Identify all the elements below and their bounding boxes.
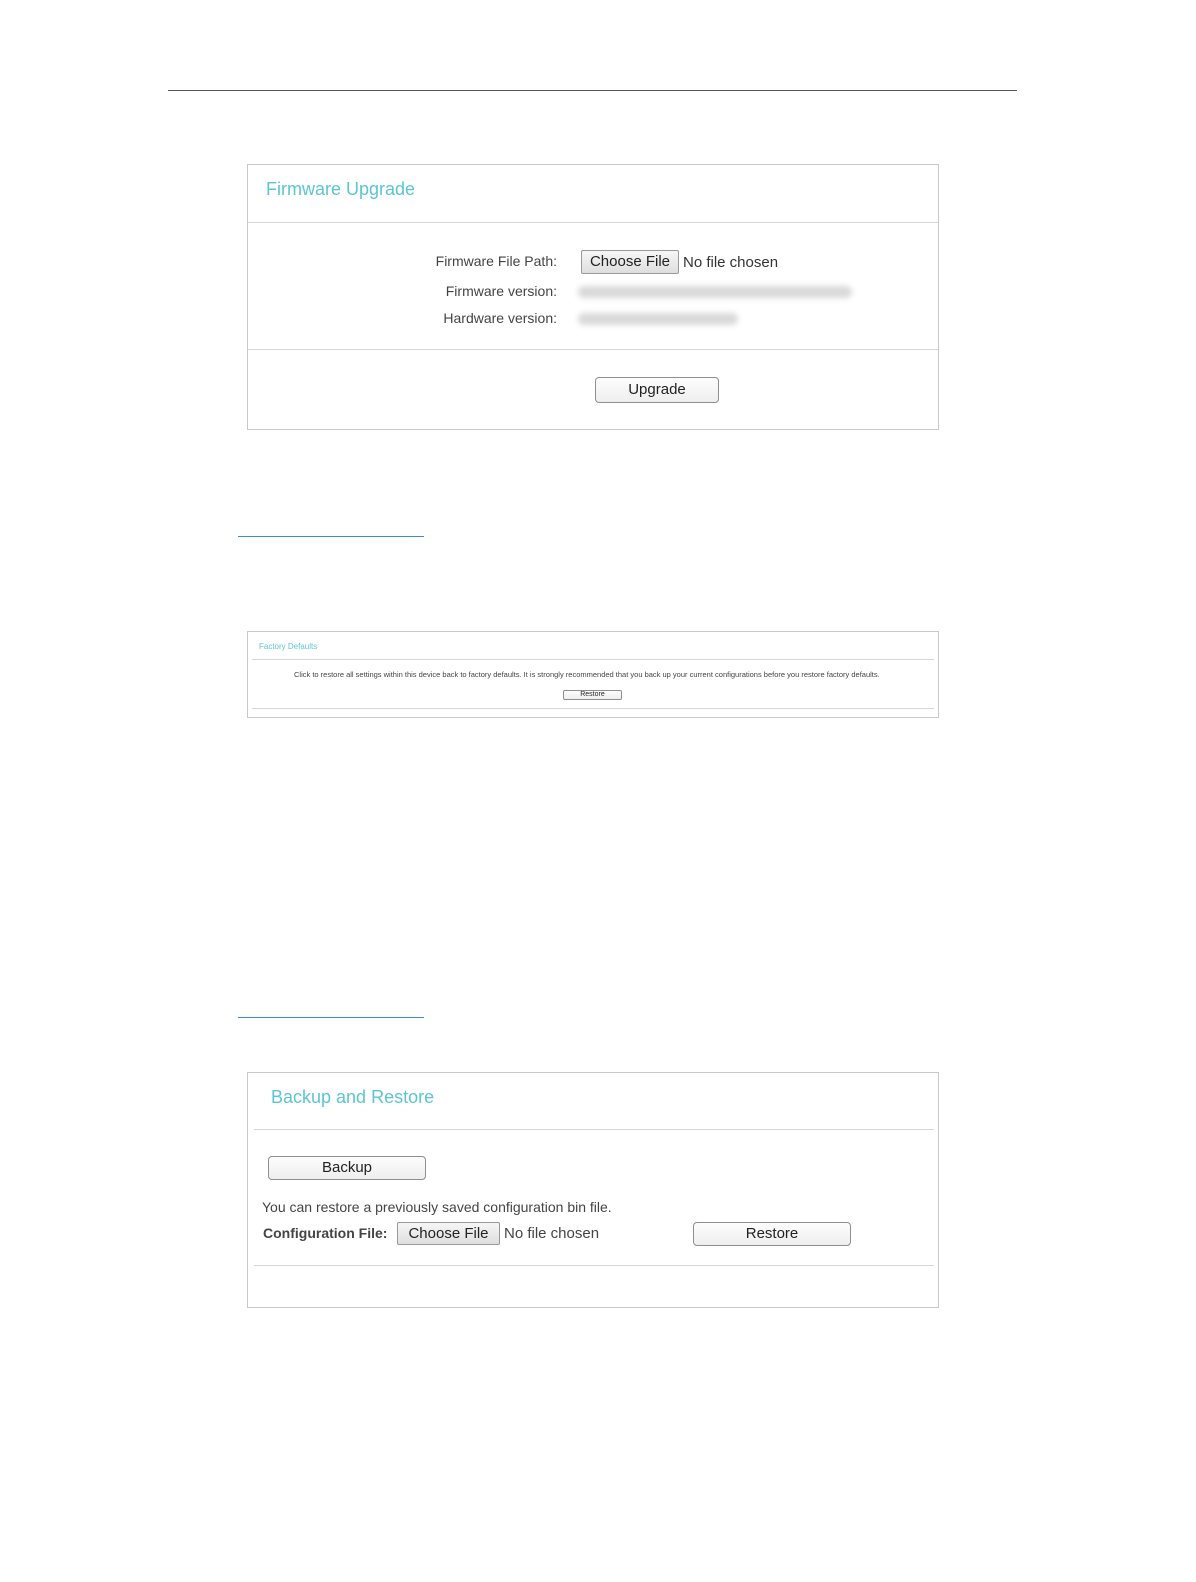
firmware-upgrade-title: Firmware Upgrade xyxy=(266,179,416,199)
factory-defaults-panel xyxy=(247,631,939,718)
section-heading-rule xyxy=(238,1017,424,1018)
firmware-upgrade-panel xyxy=(247,164,939,430)
divider xyxy=(252,708,934,709)
hardware-version-value-redacted xyxy=(578,313,738,325)
divider xyxy=(248,349,938,350)
config-choose-file-button[interactable]: Choose File xyxy=(397,1222,500,1245)
firmware-choose-file-button[interactable]: Choose File xyxy=(581,250,679,274)
config-no-file-text: No file chosen xyxy=(504,1225,600,1242)
firmware-version-label: Firmware version: xyxy=(445,283,557,299)
firmware-no-file-text: No file chosen xyxy=(683,254,779,271)
backup-restore-title: Backup and Restore xyxy=(271,1087,435,1107)
hardware-version-label: Hardware version: xyxy=(443,310,557,326)
backup-button[interactable]: Backup xyxy=(268,1156,426,1180)
firmware-version-value-redacted xyxy=(578,286,852,298)
divider xyxy=(252,659,934,660)
backup-restore-panel xyxy=(247,1072,939,1308)
configuration-file-label: Configuration File: xyxy=(263,1225,388,1241)
divider xyxy=(248,222,938,223)
page-header-rule xyxy=(168,90,1017,91)
divider xyxy=(254,1129,934,1130)
firmware-file-path-label: Firmware File Path: xyxy=(435,253,557,269)
divider xyxy=(254,1265,934,1266)
restore-note: You can restore a previously saved configuration bin file. xyxy=(262,1199,612,1215)
section-heading-rule xyxy=(238,536,424,537)
config-restore-button[interactable]: Restore xyxy=(693,1222,851,1246)
factory-restore-button[interactable]: Restore xyxy=(563,690,622,700)
factory-defaults-title: Factory Defaults xyxy=(259,642,318,651)
upgrade-button[interactable]: Upgrade xyxy=(595,377,719,403)
factory-defaults-description: Click to restore all settings within this device back to factory defaults. It is strongly recommended that you back up your current configurations before you restore factory defaults. xyxy=(294,670,880,679)
